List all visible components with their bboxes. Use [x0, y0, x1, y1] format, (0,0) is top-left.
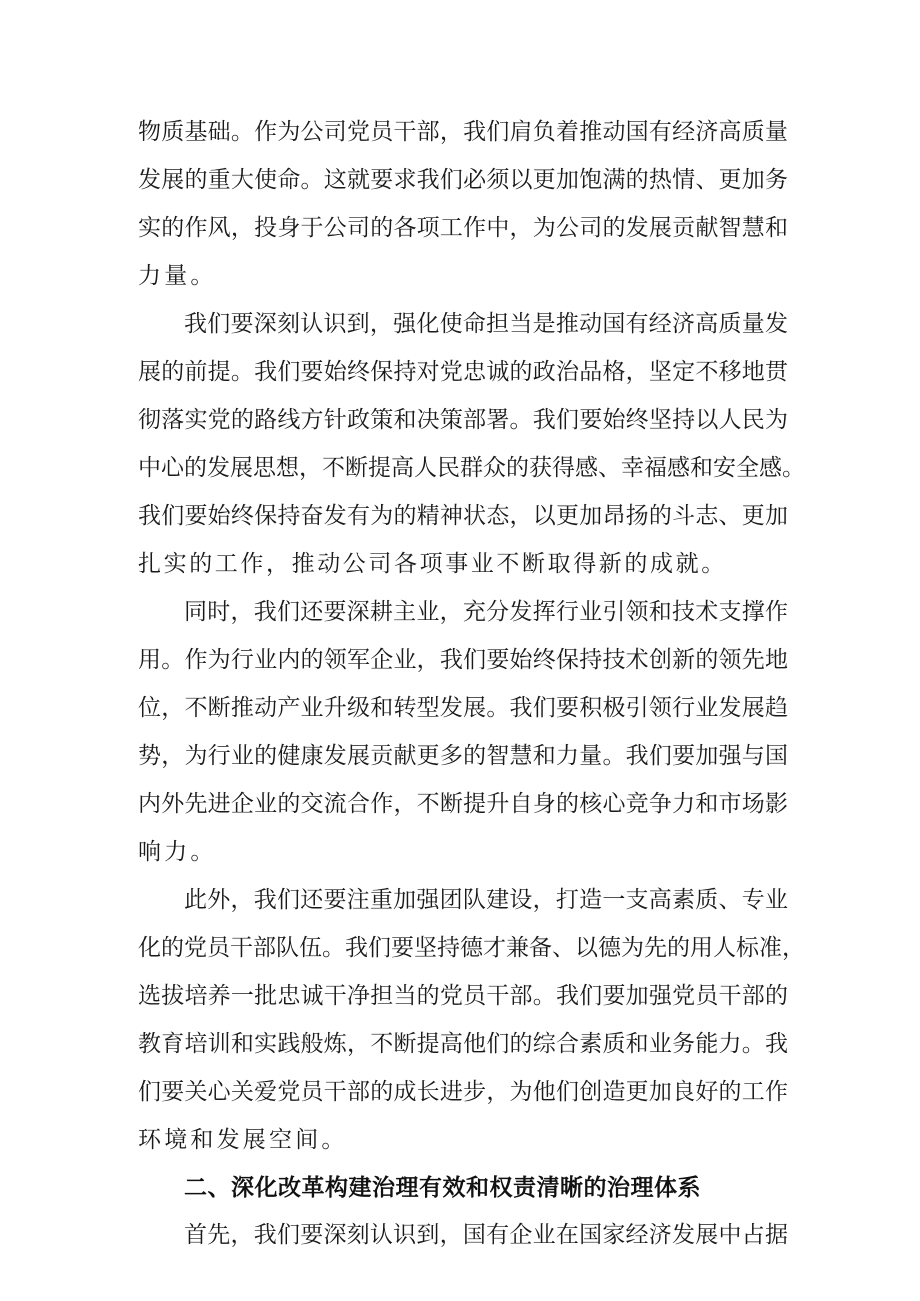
text-line: 响力。: [138, 839, 217, 865]
text-line: 展的前提。我们要始终保持对党忠诚的政治品格，坚定不移地贯: [138, 359, 788, 385]
section-heading: 二、深化改革构建治理有效和权责清晰的治理体系: [184, 1175, 701, 1201]
text-line: 实的作风，投身于公司的各项工作中，为公司的发展贡献智慧和: [138, 215, 788, 241]
text-line: 环境和发展空间。: [138, 1127, 348, 1153]
text-line: 内外先进企业的交流合作，不断提升自身的核心竞争力和市场影: [138, 791, 788, 817]
text-line: 位，不断推动产业升级和转型发展。我们要积极引领行业发展趋: [138, 695, 788, 721]
text-line: 扎实的工作，推动公司各项事业不断取得新的成就。: [138, 551, 727, 577]
paragraph-first-line: 同时，我们还要深耕主业，充分发挥行业引领和技术支撑作: [184, 599, 788, 625]
paragraph-first-line: 首先，我们要深刻认识到，国有企业在国家经济发展中占据: [184, 1222, 788, 1248]
text-line: 发展的重大使命。这就要求我们必须以更加饱满的热情、更加务: [138, 167, 788, 193]
text-line: 们要关心关爱党员干部的成长进步，为他们创造更加良好的工作: [138, 1079, 788, 1105]
paragraph-first-line: 此外，我们还要注重加强团队建设，打造一支高素质、专业: [184, 887, 788, 913]
text-line: 教育培训和实践般炼，不断提高他们的综合素质和业务能力。我: [138, 1031, 788, 1057]
text-line: 我们要始终保持奋发有为的精神状态，以更加昂扬的斗志、更加: [138, 503, 788, 529]
text-line: 用。作为行业内的领军企业，我们要始终保持技术创新的领先地: [138, 647, 788, 673]
paragraph-first-line: 我们要深刻认识到，强化使命担当是推动国有经济高质量发: [184, 311, 788, 337]
text-line: 力量。: [138, 263, 217, 289]
text-line: 选拔培养一批忠诚干净担当的党员干部。我们要加强党员干部的: [138, 983, 788, 1009]
text-line: 中心的发展思想，不断提高人民群众的获得感、幸福感和安全感。: [138, 455, 805, 481]
text-line: 彻落实党的路线方针政策和决策部署。我们要始终坚持以人民为: [138, 407, 788, 433]
text-line: 势，为行业的健康发展贡献更多的智慧和力量。我们要加强与国: [138, 743, 788, 769]
text-line: 化的党员干部队伍。我们要坚持德才兼备、以德为先的用人标准，: [138, 935, 805, 961]
text-line: 物质基础。作为公司党员干部，我们肩负着推动国有经济高质量: [138, 119, 788, 145]
